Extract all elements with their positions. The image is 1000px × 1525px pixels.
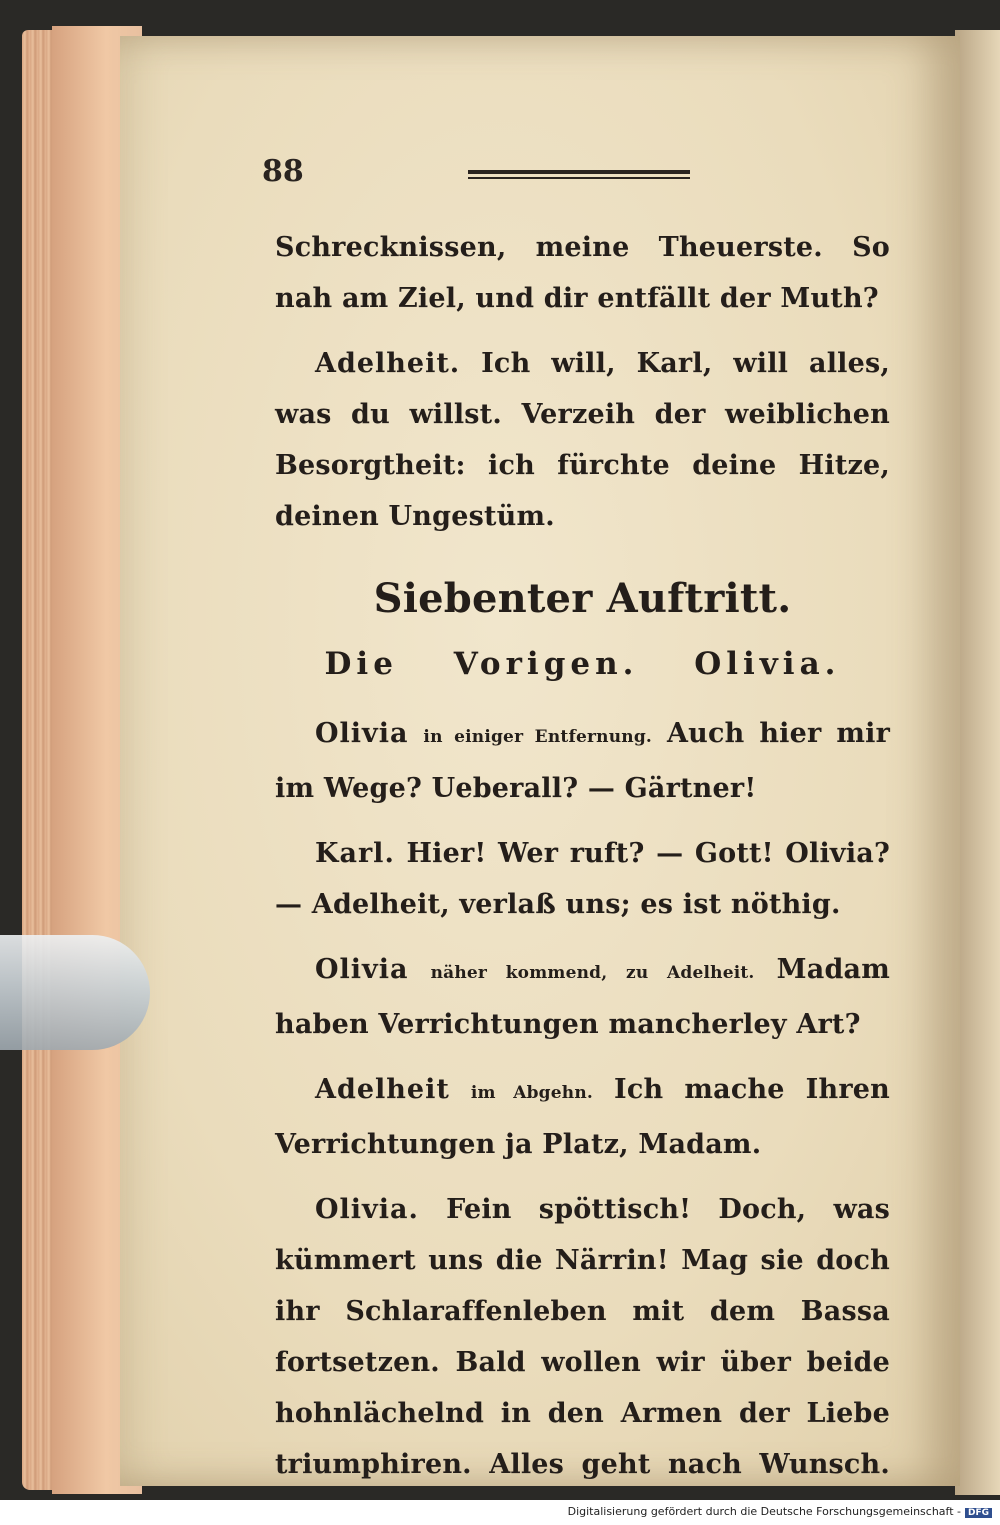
- dialogue-text: Hier! Wer ruft? — Gott! Olivia? — Adelheit, verlaß uns; es ist nöthig.: [275, 838, 890, 920]
- dialogue-text: Madam haben Verrichtungen mancherley Art?: [275, 954, 890, 1040]
- scene-cast: Die Vorigen. Olivia.: [324, 646, 841, 682]
- dialogue-text: Ich mache Ihren Verrichtungen ja Platz, Madam.: [275, 1074, 890, 1160]
- speaker-name: Olivia: [315, 954, 409, 985]
- header-rule: [468, 170, 690, 180]
- scene-title: Siebenter Auftritt.: [373, 575, 792, 622]
- dialogue-adelheit-1: [275, 338, 890, 542]
- dialogue-adelheit-2: [275, 1064, 890, 1170]
- dialogue-olivia-3: [275, 1184, 890, 1500]
- header-rule-thick: [468, 170, 690, 174]
- dialogue-olivia-1: [275, 708, 890, 814]
- digitization-credit: [568, 1505, 992, 1518]
- speaker-name: Olivia.: [315, 1194, 419, 1225]
- next-page-edge: [955, 30, 1000, 1495]
- dialogue-text: Fein spöttisch! Doch, was kümmert uns die Närrin! Mag sie doch ihr Schlaraffenleben mit dem Bassa fortsetzen. Bald wollen wir über beide hohnlächelnd in den Armen der Liebe triumphiren. Alles geht nach Wunsch.: [275, 1194, 890, 1480]
- dialogue-text: Ich will, Karl, will alles, was du willst. Verzeih der weiblichen Besorgtheit: ich fürchte deine Hitze, deinen Ungestüm.: [275, 348, 890, 532]
- scanner-thumb-clip: [0, 935, 150, 1050]
- paragraph-text: Schrecknissen, meine Theuerste. So nah am Ziel, und dir entfällt der Muth?: [275, 232, 890, 314]
- speaker-name: Adelheit.: [315, 348, 461, 379]
- stage-direction: im Abgehn.: [470, 1083, 594, 1103]
- page-number: 88: [262, 154, 304, 189]
- dfg-logo: DFG: [965, 1508, 992, 1518]
- page-text: [275, 222, 890, 1500]
- speaker-name: Olivia: [315, 718, 409, 749]
- dialogue-karl-1: [275, 828, 890, 930]
- stage-direction: in einiger Entfernung.: [423, 727, 653, 747]
- dialogue-text: Auch hier mir im Wege? Ueberall? — Gärtner!: [275, 718, 891, 804]
- credit-text: Digitalisierung gefördert durch die Deutsche Forschungsgemeinschaft -: [567, 1505, 961, 1518]
- speaker-name: Adelheit: [315, 1074, 450, 1105]
- paragraph-continuation: [275, 222, 890, 324]
- stage-direction: näher kommend, zu Adelheit.: [430, 963, 755, 983]
- speaker-name: Karl.: [315, 838, 395, 869]
- dialogue-olivia-2: [275, 944, 890, 1050]
- header-rule-thin: [468, 177, 690, 179]
